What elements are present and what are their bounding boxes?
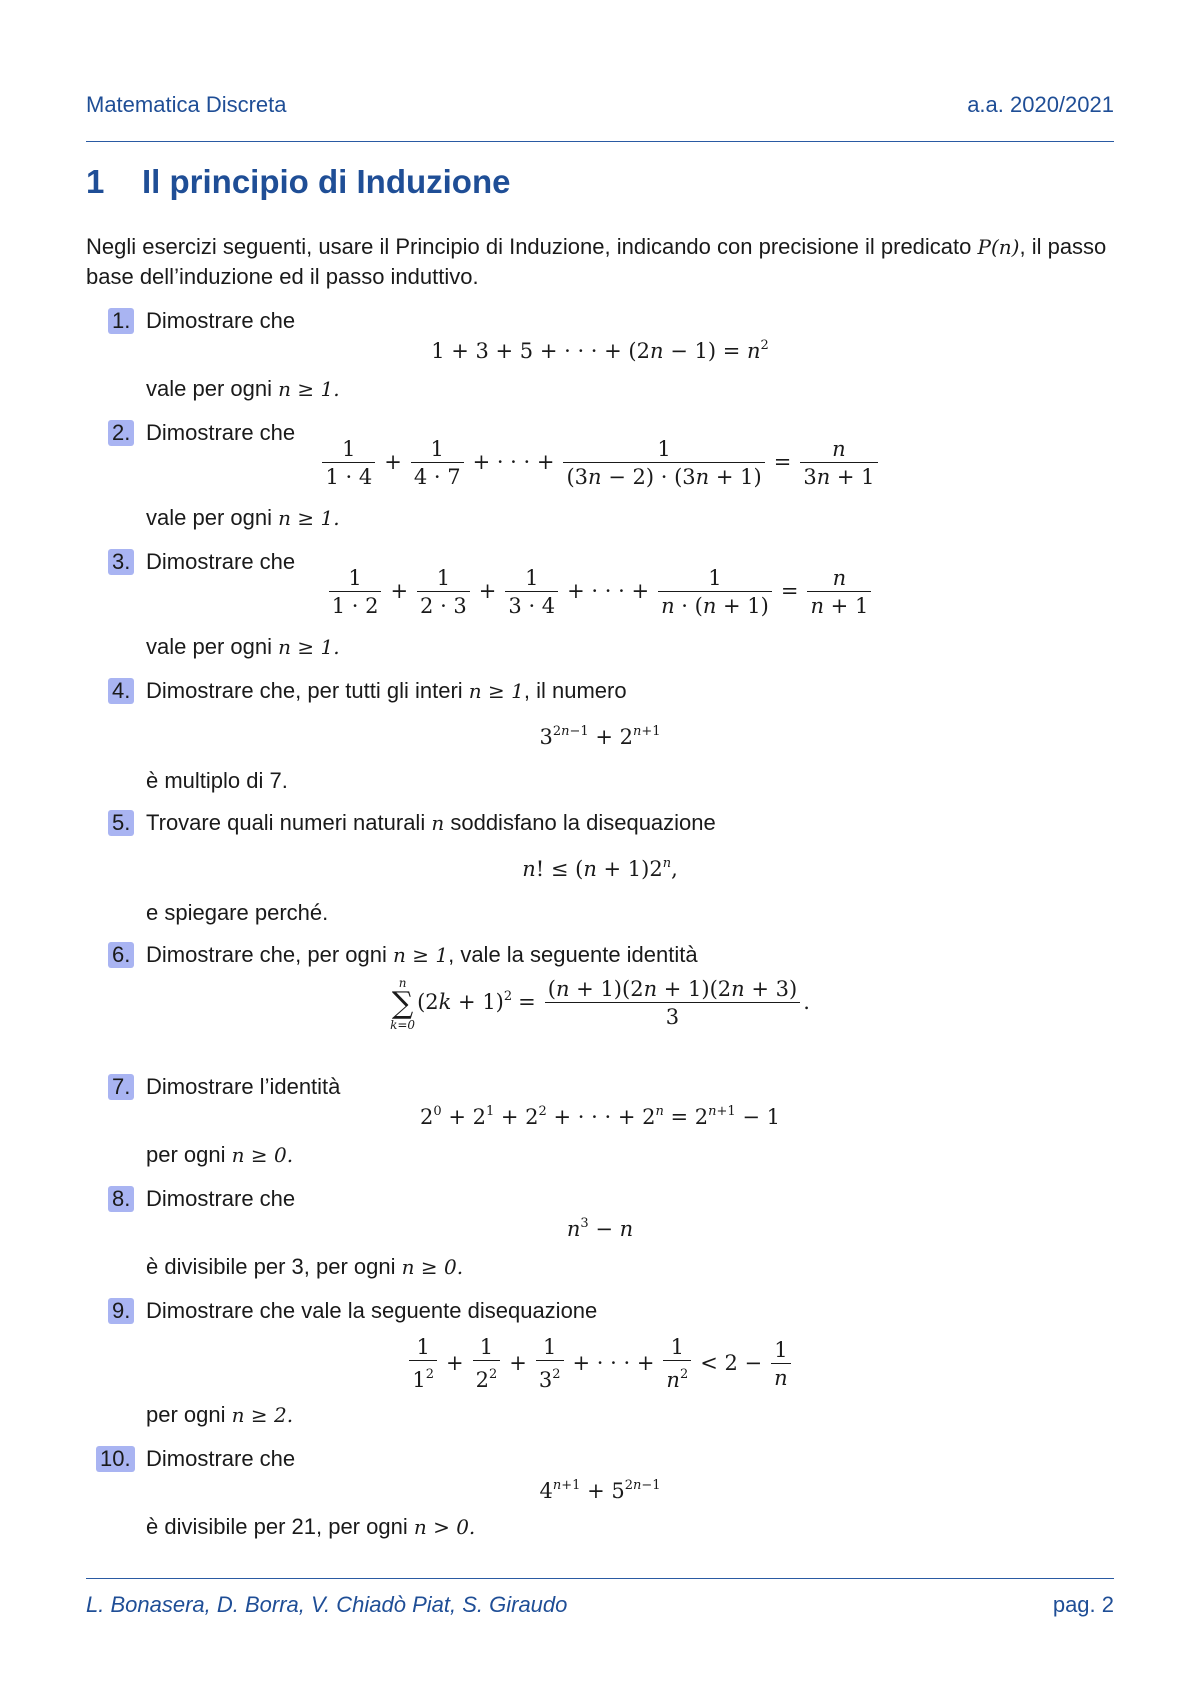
formula-1: 1 + 3 + 5 + · · · + $(2n - 1) = n^2$ bbox=[431, 338, 769, 363]
exercise-number: 6. bbox=[108, 942, 134, 968]
exercise-prompt: Dimostrare che bbox=[146, 420, 296, 445]
exercise-prompt: Dimostrare l’identità bbox=[146, 1074, 341, 1099]
exercise-prompt: Dimostrare che bbox=[146, 308, 296, 333]
exercise-conclusion: per ogni n ≥ 2. bbox=[146, 1402, 294, 1427]
exercise-conclusion: vale per ogni n ≥ 1. bbox=[146, 634, 340, 659]
exercise-conclusion: è multiplo di 7. bbox=[146, 768, 288, 793]
exercise-number: 10. bbox=[96, 1446, 135, 1472]
intro-paragraph: Negli esercizi seguenti, usare il Principio di Induzione, indicando con precisione il predicato P(n), il passo base dell’induzione ed il passo induttivo. bbox=[86, 234, 1107, 289]
page-number: pag. 2 bbox=[1052, 1592, 1114, 1617]
exercise-prompt: Dimostrare che bbox=[146, 1186, 296, 1211]
formula-3: $\frac{1}{1 \cdot 2}$ + $\frac{1}{2 \cdot 3}$ + $\frac{1}{3 \cdot 4}$ + · · · + $\frac{1}{n \cdot (n + 1)}$ = $\frac{n}{n + 1}$ bbox=[0, 565, 1200, 620]
footer-rule bbox=[86, 1578, 1114, 1579]
formula-10: $4^{n+1} + 5^{2n-1}$ bbox=[539, 1478, 661, 1503]
exercise-conclusion: per ogni n ≥ 0. bbox=[146, 1142, 294, 1167]
predicate: P(n) bbox=[977, 235, 1020, 259]
exercise-number: 3. bbox=[108, 549, 134, 575]
formula-5: n! ≤ $(n + 1)2^n$, bbox=[522, 856, 678, 881]
formula-6: n ∑ k=0 $(2k + 1)^2$ = $\frac{(n + 1)(2n + 1)(2n + 3)}{3}$ . bbox=[390, 975, 810, 1032]
section-title bbox=[86, 163, 510, 201]
header-rule bbox=[86, 141, 1114, 142]
exercise-prompt: Dimostrare che bbox=[146, 549, 296, 574]
exercise-number: 8. bbox=[108, 1186, 134, 1212]
exercise-number: 4. bbox=[108, 678, 134, 704]
exercise-prompt: Dimostrare che, per ogni n ≥ 1, vale la seguente identità bbox=[146, 942, 698, 967]
header-year: a.a. 2020/2021 bbox=[967, 92, 1114, 117]
exercise-prompt: Dimostrare che vale la seguente disequazione bbox=[146, 1298, 598, 1323]
exercise-prompt: Trovare quali numeri naturali n soddisfano la disequazione bbox=[146, 810, 716, 835]
formula-9: $\frac{1}{1^2}$ + $\frac{1}{2^2}$ + $\frac{1}{3^2}$ + · · · + $\frac{1}{n^2}$ < 2 − $\frac{1}{n}$ bbox=[0, 1334, 1200, 1394]
footer-authors: L. Bonasera, D. Borra, V. Chiadò Piat, S. Giraudo bbox=[86, 1592, 568, 1617]
exercise-prompt: Dimostrare che bbox=[146, 1446, 296, 1471]
formula-8: $n^3 - n$ bbox=[566, 1216, 634, 1241]
exercise-conclusion: e spiegare perché. bbox=[146, 900, 329, 925]
exercise-number: 5. bbox=[108, 810, 134, 836]
exercise-prompt: Dimostrare che, per tutti gli interi n ≥ 1, il numero bbox=[146, 678, 627, 703]
exercise-conclusion: vale per ogni n ≥ 1. bbox=[146, 505, 340, 530]
exercise-conclusion: vale per ogni n ≥ 1. bbox=[146, 376, 340, 401]
exercise-number: 1. bbox=[108, 308, 134, 334]
formula-4: $3^{2n-1} + 2^{n+1}$ bbox=[539, 724, 661, 749]
formula-7: $2^0 + 2^1 + 2^2$ + · · · + $2^n = 2^{n+1} - 1$ bbox=[419, 1104, 781, 1129]
exercise-number: 9. bbox=[108, 1298, 134, 1324]
exercise-number: 7. bbox=[108, 1074, 134, 1100]
section-number: 1 bbox=[86, 163, 105, 200]
exercise-conclusion: è divisibile per 21, per ogni n > 0. bbox=[146, 1514, 476, 1539]
exercise-conclusion: è divisibile per 3, per ogni n ≥ 0. bbox=[146, 1254, 464, 1279]
section-title-text: Il principio di Induzione bbox=[142, 163, 511, 200]
formula-2: $\frac{1}{1 \cdot 4}$ + $\frac{1}{4 \cdot 7}$ + · · · + $\frac{1}{(3n - 2) \cdot (3n + 1)}$ = $\frac{n}{3n + 1}$ bbox=[0, 436, 1200, 491]
header-course: Matematica Discreta bbox=[86, 92, 287, 117]
exercise-number: 2. bbox=[108, 420, 134, 446]
